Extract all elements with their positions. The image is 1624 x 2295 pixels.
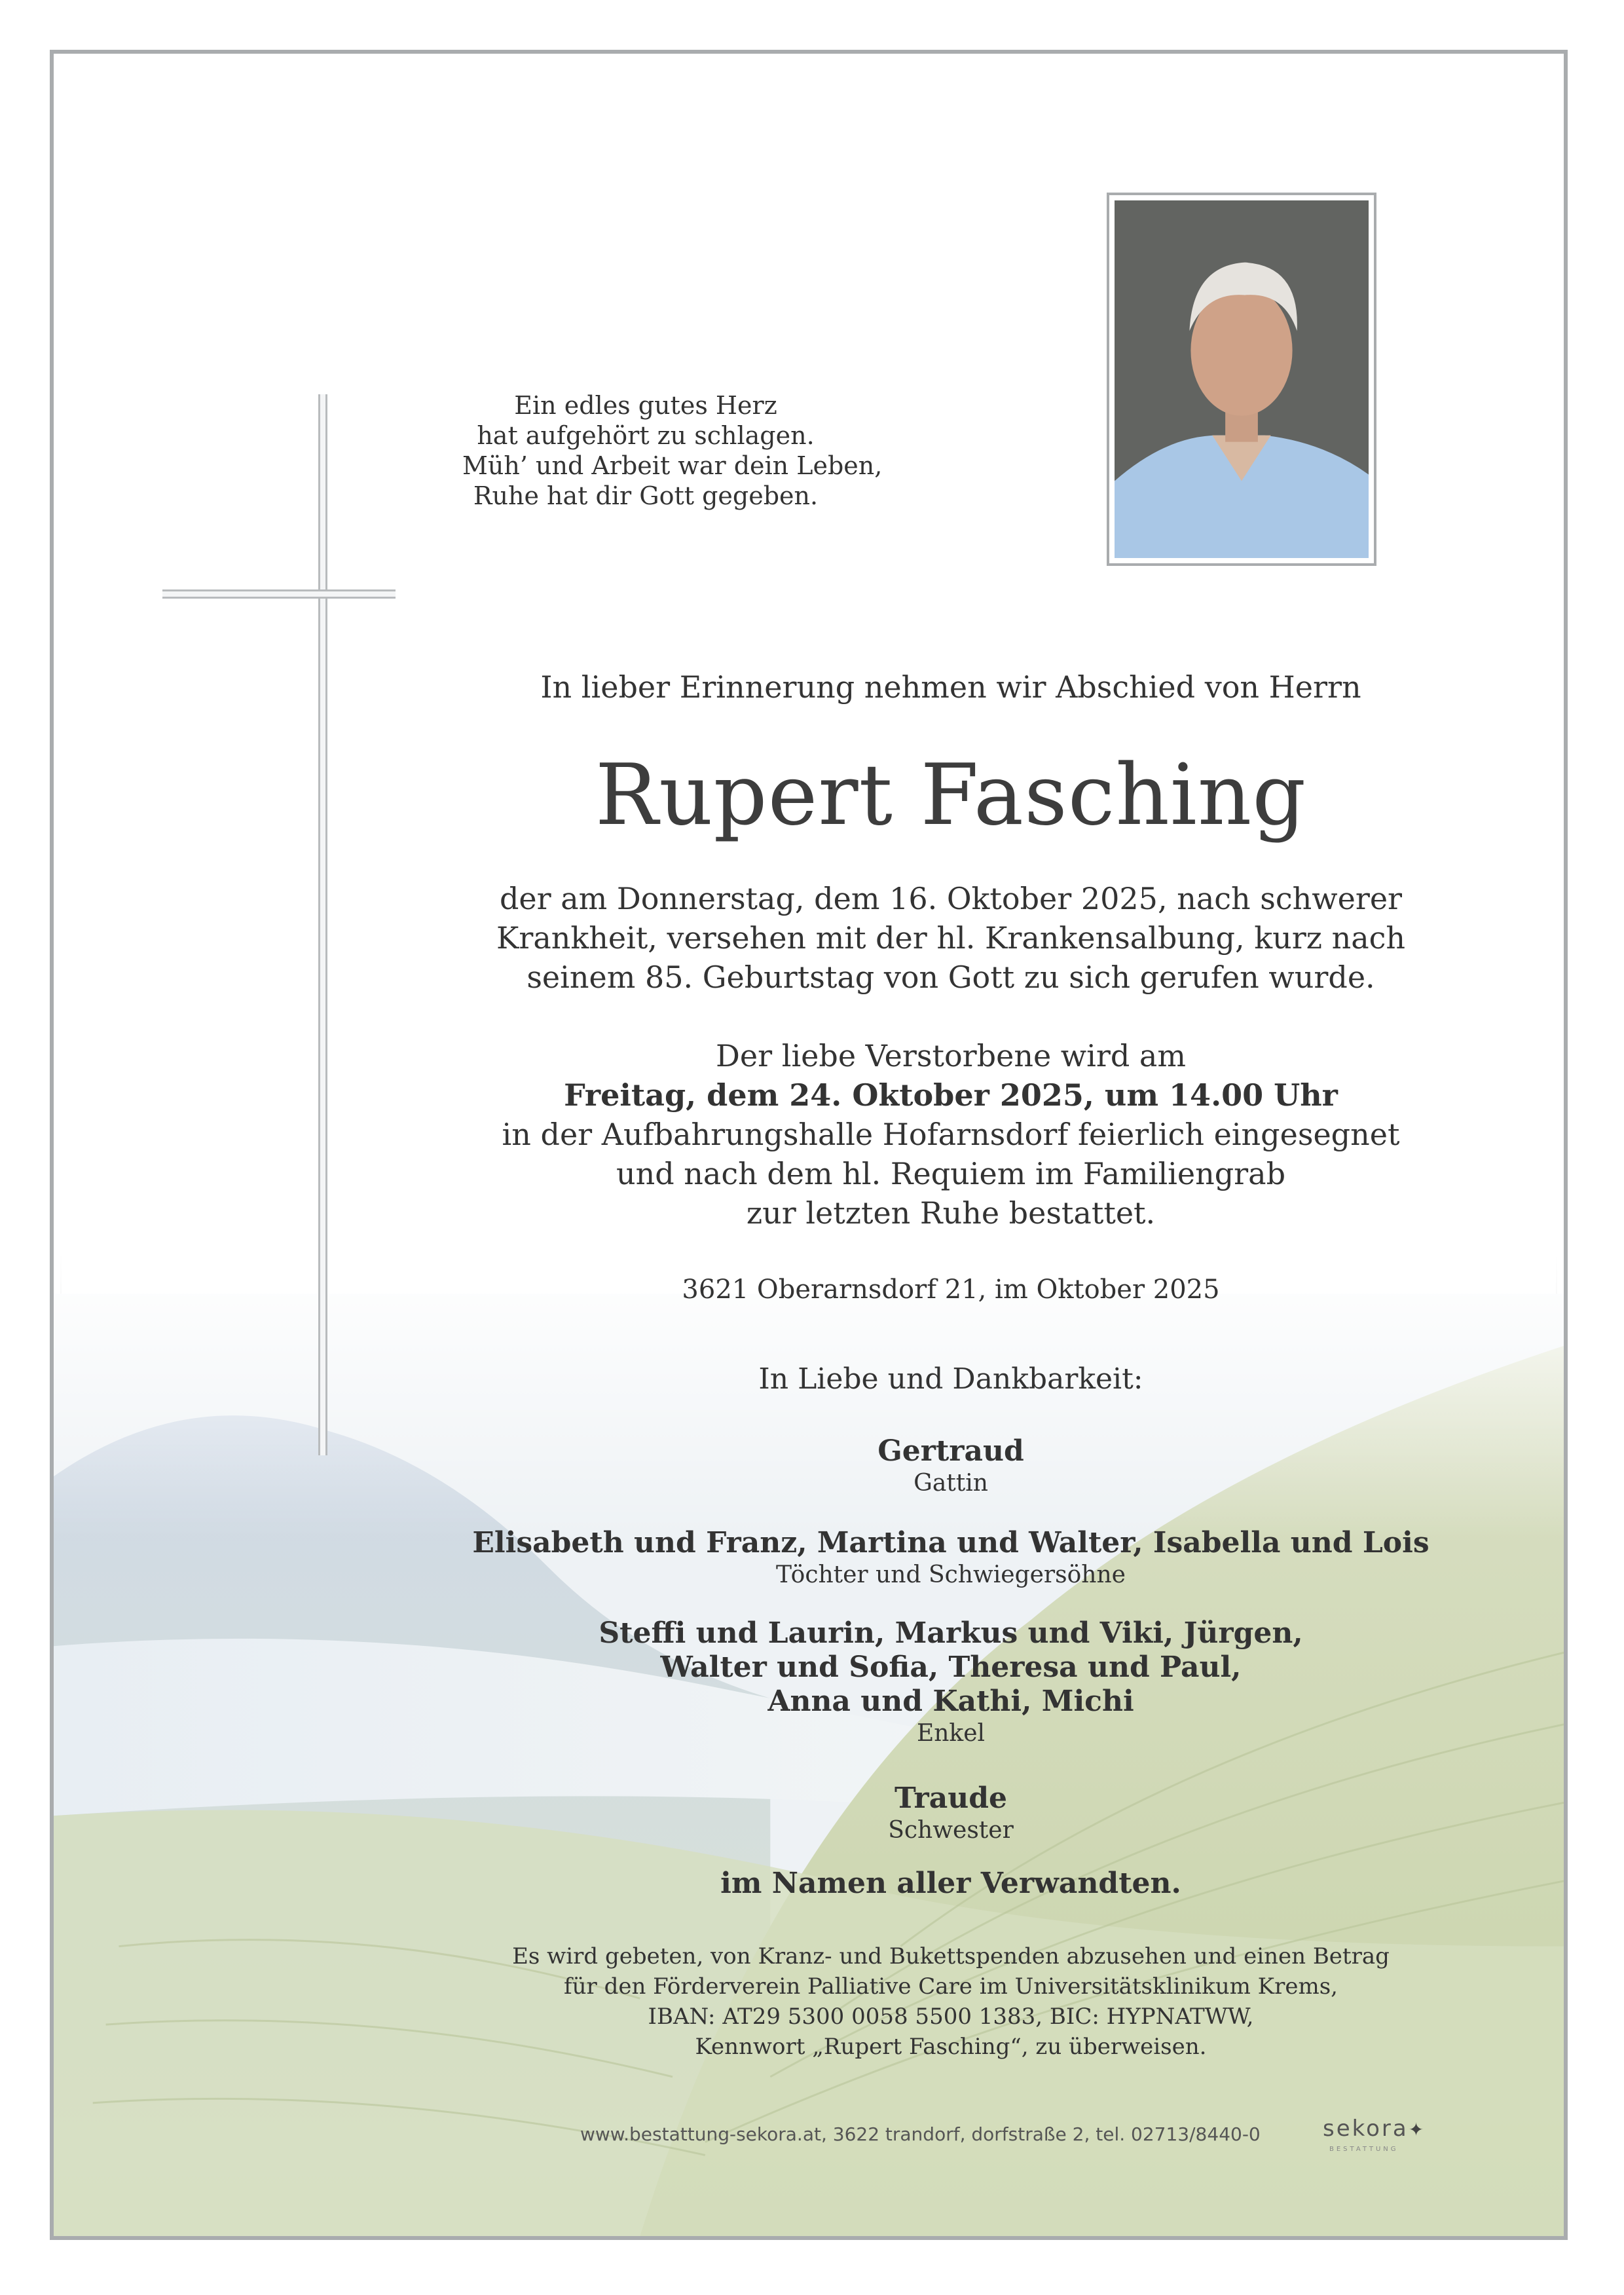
donation-line: Es wird gebeten, von Kranz- und Bukettspenden abzusehen und einen Betrag [512,1943,1390,1969]
portrait-photo [1107,193,1376,566]
family-member-role: Töchter und Schwiegersöhne [776,1561,1126,1588]
family-member-name: Steffi und Laurin, Markus und Viki, Jürgen, [599,1616,1303,1650]
family-group [394,1616,1507,1749]
family-group [394,1434,1507,1499]
death-text-line: der am Donnerstag, dem 16. Oktober 2025, nach schwerer [499,881,1403,916]
family-member-role: Schwester [888,1817,1014,1844]
deceased-name: Rupert Fasching [595,747,1307,844]
death-announcement [394,879,1507,997]
family-member-name: Anna und Kathi, Michi [767,1685,1134,1718]
page-frame [50,50,1568,2240]
funeral-line: Der liebe Verstorbene wird am [716,1038,1186,1073]
family-member-role: Enkel [916,1720,986,1747]
family-group [394,1782,1507,1846]
family-member-name: Gertraud [877,1434,1024,1468]
family-member-name: Walter und Sofia, Theresa und Paul, [660,1651,1242,1684]
signoff: im Namen aller Verwandten. [720,1867,1181,1900]
funeral-line: und nach dem hl. Requiem im Familiengrab [616,1156,1286,1191]
family-member-name: Elisabeth und Franz, Martina und Walter, Isabella und Lois [472,1526,1430,1559]
family-group [394,1526,1507,1590]
funeral-details [394,1036,1507,1233]
funeral-line: zur letzten Ruhe bestattet. [746,1195,1156,1231]
verse-line: Ruhe hat dir Gott gegeben. [473,481,819,510]
logo-subtext: BESTATTUNG [1329,2146,1399,2153]
place-date: 3621 Oberarnsdorf 21, im Oktober 2025 [682,1275,1220,1305]
memorial-verse [462,390,883,511]
thanks-heading: In Liebe und Dankbarkeit: [758,1362,1143,1396]
donation-line: IBAN: AT29 5300 0058 5500 1383, BIC: HYPNATWW, [648,2004,1254,2030]
footer-contact: www.bestattung-sekora.at, 3622 trandorf, dorfstraße 2, tel. 02713/8440-0 [580,2123,1261,2145]
donation-note [394,1941,1507,2062]
verse-line: hat aufgehört zu schlagen. [477,421,815,450]
funeral-home-logo [1323,2116,1426,2142]
donation-line: für den Förderverein Palliative Care im Universitätsklinikum Krems, [564,1973,1338,2000]
bird-icon: ✦ [1408,2119,1426,2140]
funeral-line: in der Aufbahrungshalle Hofarnsdorf feierlich eingesegnet [502,1117,1400,1152]
donation-line: Kennwort „Rupert Fasching“, zu überweisen. [695,2034,1207,2060]
family-member-role: Gattin [913,1470,988,1497]
death-text-line: Krankheit, versehen mit der hl. Krankensalbung, kurz nach [496,920,1406,956]
verse-line: Ein edles gutes Herz [514,391,777,420]
funeral-date-time: Freitag, dem 24. Oktober 2025, um 14.00 Uhr [564,1077,1338,1113]
death-text-line: seinem 85. Geburtstag von Gott zu sich gerufen wurde. [526,960,1375,995]
cross-icon-bar [162,589,396,599]
verse-line: Müh’ und Arbeit war dein Leben, [462,451,883,480]
intro-text: In lieber Erinnerung nehmen wir Abschied von Herrn [540,669,1361,705]
logo-text: sekora [1323,2116,1409,2142]
family-member-name: Traude [895,1782,1007,1815]
cross-icon [318,394,327,1455]
